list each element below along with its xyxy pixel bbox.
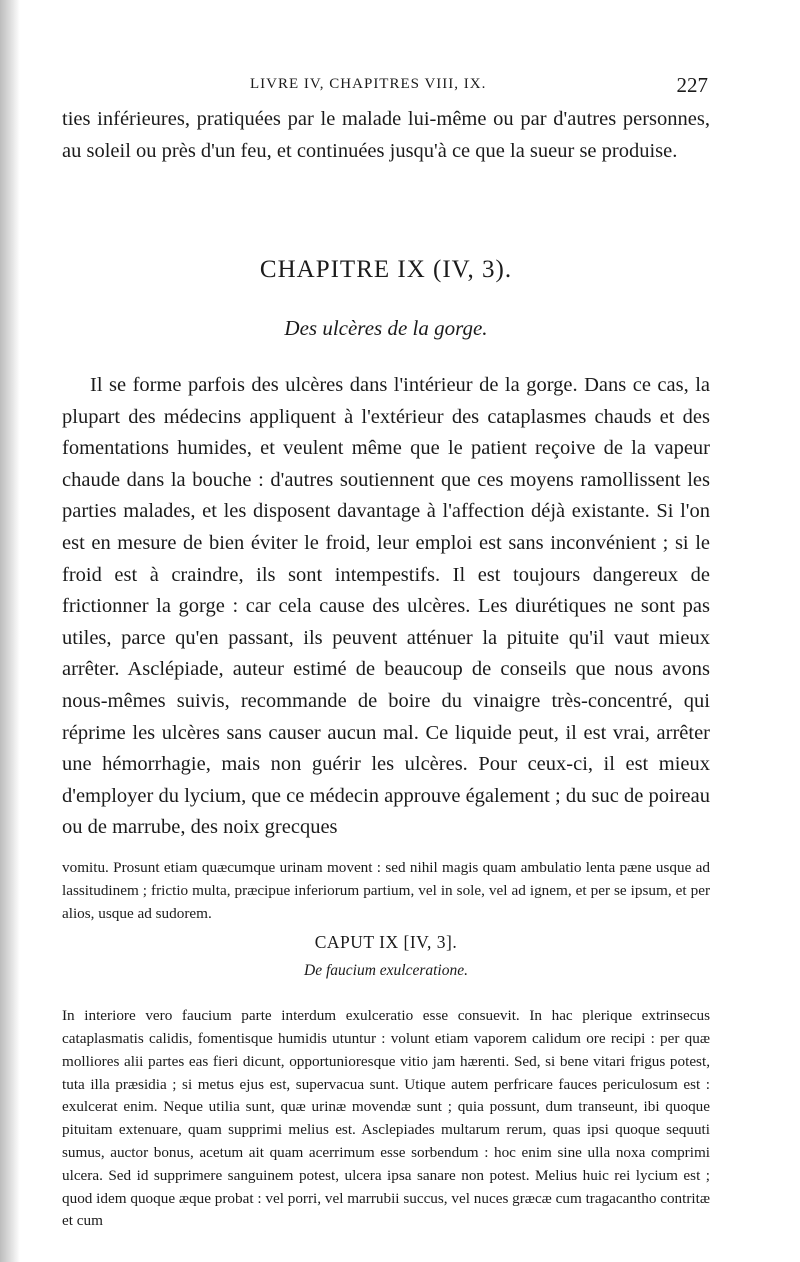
french-continuation-paragraph: ties inférieures, pratiquées par le malade lui-même ou par d'autres personnes, au soleil ou près d'un feu, et continuées jusqu'à ce que la sueur se produise.	[62, 108, 710, 162]
book-spine-shadow	[0, 0, 20, 1262]
running-head	[62, 73, 710, 98]
caput-subtitle: De faucium exulceratione.	[304, 962, 468, 979]
french-continuation-block	[62, 104, 710, 167]
chapter-title: CHAPITRE IX (IV, 3).	[259, 256, 513, 283]
chapter-subtitle: Des ulcères de la gorge.	[284, 316, 488, 340]
caput-body-block	[62, 990, 710, 1248]
page-number: 227	[676, 73, 708, 97]
book-page	[62, 0, 710, 1262]
chapter-body-paragraph: Il se forme parfois des ulcères dans l'intérieur de la gorge. Dans ce cas, la plupart des médecins appliquent à l'extérieur des cataplasmes chauds et des fomentations humides, et veulent même que le patient reçoive de la vapeur chaude dans la bouche : d'autres soutiennent que ces moyens ramollissent les parties malades, et les disposent davantage à l'affection déjà existante. Si l'on est en mesure de bien éviter le froid, leur emploi est sans inconvénient ; si le froid est à craindre, ils sont intempestifs. Il est toujours dangereux de frictionner la gorge : car cela cause des ulcères. Les diurétiques ne sont pas utiles, parce qu'en passant, ils peuvent atténuer la pituite qu'il vaut mieux arrêter. Asclépiade, auteur estimé de beaucoup de conseils que nous avons nous-mêmes suivis, recommande de boire du vinaigre très-concentré, qui réprime les ulcères sans causer aucun mal. Ce liquide peut, il est vrai, arrêter une hémorrhagie, mais non guérir les ulcères. Pour ceux-ci, il est mieux d'employer du lycium, que ce médecin approuve également ; du suc de poireau ou de marrube, des noix grecques	[62, 374, 710, 839]
caput-title: CAPUT IX [IV, 3].	[314, 932, 458, 952]
chapter-body-block	[62, 370, 710, 844]
latin-continuation-block	[62, 842, 710, 941]
caput-body-paragraph: In interiore vero faucium parte interdum exulceratio esse consuevit. In hac plerique extrinsecus cataplasmatis calidis, fomentisque humidis utuntur : volunt etiam vaporem calidum ore recipi : per quæ molliores alii partes eas fieri dicunt, opportunioresque vitio jam hærenti. Sed, si bene vitari frigus potest, tuta illa præsidia ; si metus ejus est, supervacua sunt. Utique autem perfricare fauces periculosum est : exulcerat enim. Neque utilia sunt, quæ urinæ movendæ sunt ; quia possunt, dum transeunt, ibi quoque pituitam extenuare, quam supprimi melius est. Asclepiades multarum rerum, quas ipsi quoque sequuti sumus, auctor bonus, acetum ait quam acerrimum esse sorbendum : hoc enim sine ulla noxa comprimi ulcera. Sed id supprimere sanguinem potest, ulcera ipsa sanare non potest. Melius huic rei lycium est ; quod idem quoque æque probat : vel porri, vel marrubii succus, vel nuces græcæ cum tragacantho contritæ et cum	[62, 1007, 710, 1230]
running-head-title: LIVRE IV, CHAPITRES VIII, IX.	[250, 76, 487, 92]
latin-continuation-paragraph: vomitu. Prosunt etiam quæcumque urinam movent : sed nihil magis quam ambulatio lenta pæne usque ad lassitudinem ; frictio multa, præcipue inferiorum partium, vel in sole, vel ad ignem, et per se ipsum, et per alios, usque ad sudorem.	[62, 859, 710, 922]
